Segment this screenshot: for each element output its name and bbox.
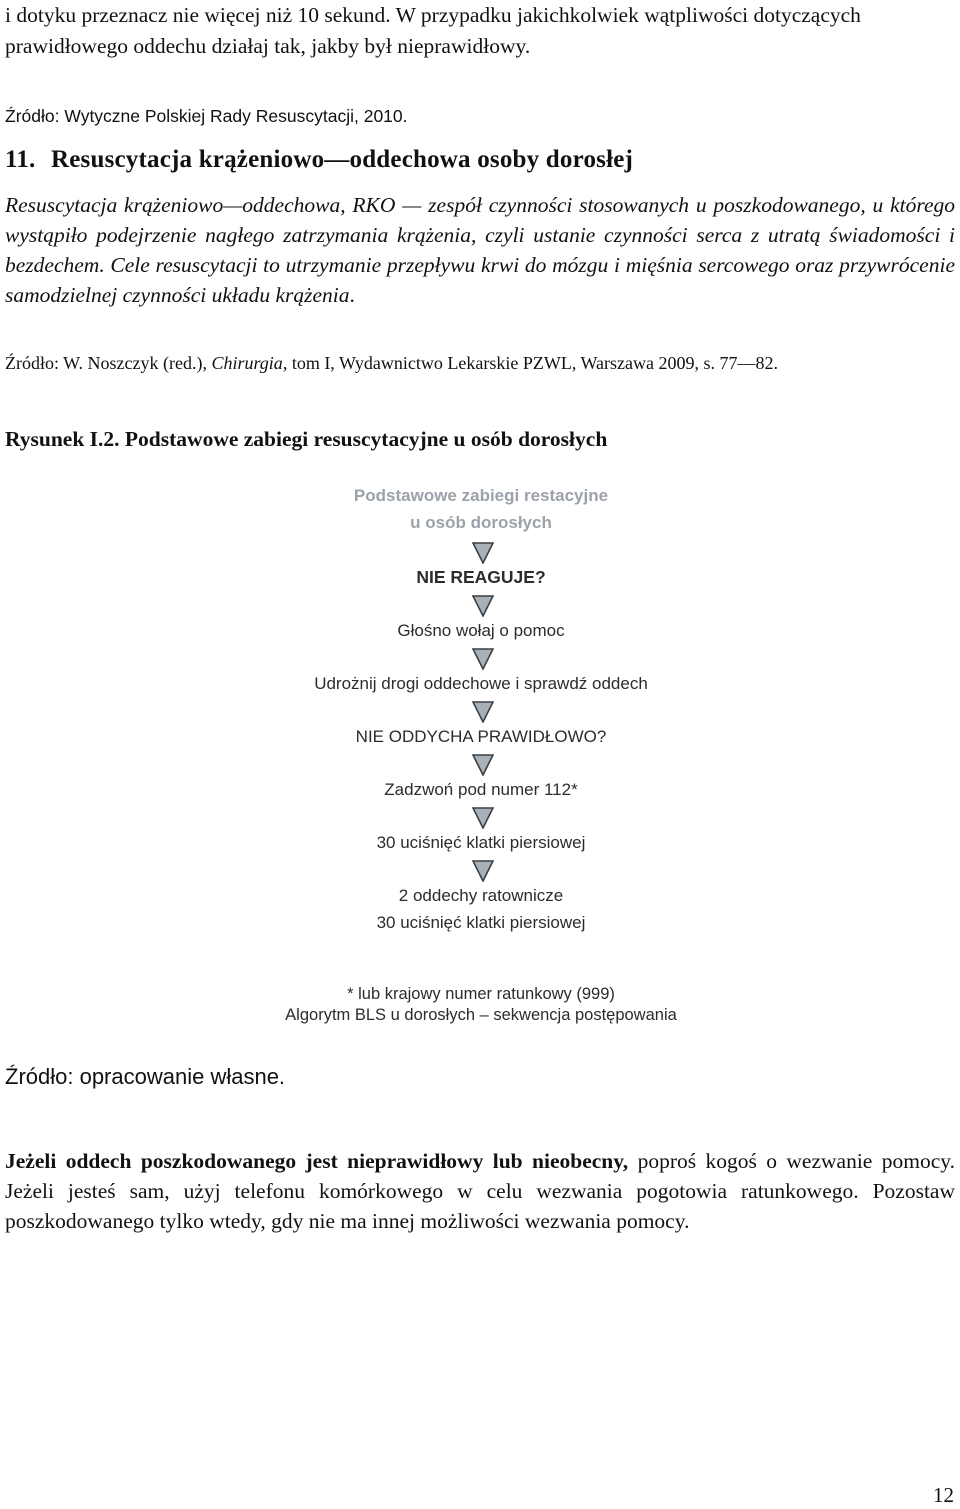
- section-number: 11.: [5, 146, 36, 173]
- definition-paragraph: [5, 190, 955, 310]
- down-arrow-icon: [472, 754, 494, 776]
- source-note-textbook: [5, 350, 955, 376]
- closing-text: poproś kogoś o wezwanie pomocy. Jeżeli jesteś sam, użyj telefonu komórkowego w celu wezwania pogotowia ratunkowego. Pozostaw poszkodowanego tylko wtedy, gdy nie ma innej możliwości wezwania pomocy.: [5, 1149, 955, 1233]
- down-arrow-icon: [472, 807, 494, 829]
- flowchart-caption: Algorytm BLS u dorosłych – sekwencja postępowania: [285, 1006, 677, 1024]
- down-arrow-icon: [472, 542, 494, 564]
- flowchart-footnote: * lub krajowy numer ratunkowy (999): [347, 985, 615, 1003]
- closing-paragraph: [5, 1146, 955, 1236]
- flowchart-step-not-breathing: NIE ODDYCHA PRAWIDŁOWO?: [355, 727, 607, 746]
- flowchart-step-rescue-breaths: 2 oddechy ratownicze: [398, 886, 564, 905]
- section-title: Resuscytacja krążeniowo—oddechowa osoby dorosłej: [51, 146, 634, 173]
- flowchart-step-compressions-repeat: 30 uciśnięć klatki piersiowej: [376, 913, 586, 932]
- intro-paragraph: i dotyku przeznacz nie więcej niż 10 sekund. W przypadku jakichkolwiek wątpliwości dotyczących prawidłowego oddechu działaj tak, jakby był nieprawidłowy.: [5, 3, 861, 58]
- bls-flowchart: [240, 478, 722, 1038]
- definition-period: .: [349, 283, 355, 307]
- source-note-guidelines: Źródło: Wytyczne Polskiej Rady Resuscytacji, 2010.: [5, 106, 408, 126]
- down-arrow-icon: [472, 701, 494, 723]
- definition-text: Resuscytacja krążeniowo—oddechowa, RKO — zespół czynności stosowanych u poszkodowanego, u którego wystąpiło podejrzenie nagłego zatrzymania krążenia, czyli ustanie czynności serca z utratą świadomości i bezdechem. Cele resuscytacji to utrzymanie przepływu krwi do mózgu i mięśnia sercowego oraz przywrócenie samodzielnej czynności układu krążenia: [5, 193, 955, 307]
- flowchart-step-compressions: 30 uciśnięć klatki piersiowej: [376, 833, 586, 852]
- source-suffix: , tom I, Wydawnictwo Lekarskie PZWL, Warszawa 2009, s. 77—82.: [282, 353, 779, 373]
- flowchart-title-line-2: u osób dorosłych: [410, 513, 552, 532]
- source-book-title: Chirurgia: [211, 353, 283, 373]
- down-arrow-icon: [472, 595, 494, 617]
- flowchart-step-open-airway: Udrożnij drogi oddechowe i sprawdź oddech: [314, 674, 648, 693]
- source-note-own: Źródło: opracowanie własne.: [5, 1064, 286, 1089]
- source-prefix: Źródło: W. Noszczyk (red.),: [5, 353, 212, 373]
- down-arrow-icon: [472, 648, 494, 670]
- flowchart-step-call-112: Zadzwoń pod numer 112*: [384, 780, 578, 799]
- down-arrow-icon: [472, 860, 494, 882]
- flowchart-step-unresponsive: NIE REAGUJE?: [416, 567, 546, 587]
- flowchart-step-call-help: Głośno wołaj o pomoc: [397, 621, 565, 640]
- flowchart-title-line-1: Podstawowe zabiegi restacyjne: [353, 486, 609, 505]
- closing-bold-text: Jeżeli oddech poszkodowanego jest nieprawidłowy lub nieobecny,: [5, 1149, 629, 1173]
- figure-caption: Rysunek I.2. Podstawowe zabiegi resuscytacyjne u osób dorosłych: [5, 427, 608, 451]
- section-heading: [5, 144, 955, 176]
- page-number: 12: [933, 1483, 954, 1507]
